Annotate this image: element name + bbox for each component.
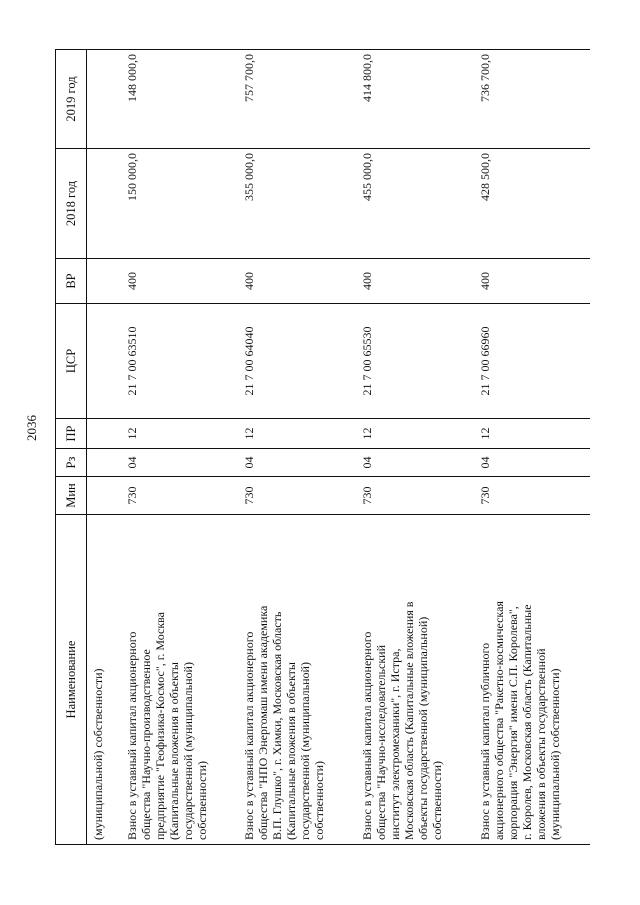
row-csr: 21 7 00 64040 (236, 304, 354, 419)
table-row (472, 50, 590, 845)
row-rz: 04 (472, 449, 590, 477)
header-rz: Рз (56, 449, 87, 477)
page-number-text: 2036 (24, 415, 39, 441)
row-rz: 04 (354, 449, 472, 477)
row-vr: 400 (236, 259, 354, 304)
header-2018: 2018 год (56, 149, 87, 259)
row-2018: 150 000,0 (119, 149, 237, 259)
row-rz: 04 (119, 449, 237, 477)
row-name: Взнос в уставный капитал публичного акционерного общества "Ракетно-космическая корпорация "Энергия" имени С.П. Королева", г. Королев, Московская область (Капитальные вложения в объекты государственной (муниципальной) собственности) (472, 515, 590, 845)
row-2019: 757 700,0 (236, 50, 354, 149)
header-pr: ПР (56, 419, 87, 449)
budget-table (55, 49, 590, 845)
row-min: 730 (354, 477, 472, 515)
row-name: Взнос в уставный капитал акционерного общества "Научно-производственное предприятие "Геофизика-Космос", г. Москва (Капитальные вложения в объекты государственной (муниципальной) собственности) (119, 515, 237, 845)
row-2019: 736 700,0 (472, 50, 590, 149)
row-min: 730 (236, 477, 354, 515)
row-csr: 21 7 00 63510 (119, 304, 237, 419)
row-name: Взнос в уставный капитал акционерного общества "Научно-исследовательский институт электромеханики", г. Истра, Московская область (Капитальные вложения в объекты государственной (муниципальной) собственности) (354, 515, 472, 845)
table-row (236, 50, 354, 845)
rotated-table-wrapper (55, 50, 590, 845)
table-row-continuation (87, 50, 119, 845)
row-2018: 455 000,0 (354, 149, 472, 259)
row-vr: 400 (119, 259, 237, 304)
row-2019: 414 800,0 (354, 50, 472, 149)
row-csr: 21 7 00 65530 (354, 304, 472, 419)
table-row (119, 50, 237, 845)
header-csr: ЦСР (56, 304, 87, 419)
row-vr: 400 (472, 259, 590, 304)
row-csr: 21 7 00 66960 (472, 304, 590, 419)
row-pr: 12 (119, 419, 237, 449)
header-vr: ВР (56, 259, 87, 304)
row-pr: 12 (236, 419, 354, 449)
row-vr: 400 (354, 259, 472, 304)
row-2019: 148 000,0 (119, 50, 237, 149)
row-2018: 355 000,0 (236, 149, 354, 259)
row-min: 730 (119, 477, 237, 515)
header-2019: 2019 год (56, 50, 87, 149)
row-pr: 12 (354, 419, 472, 449)
row-pr: 12 (472, 419, 590, 449)
continuation-text: (муниципальной) собственности) (87, 515, 119, 845)
table-header-row (56, 50, 87, 845)
table-row (354, 50, 472, 845)
row-rz: 04 (236, 449, 354, 477)
row-2018: 428 500,0 (472, 149, 590, 259)
header-min: Мин (56, 477, 87, 515)
row-name: Взнос в уставный капитал акционерного общества "НПО Энергомаш имени академика В.П. Глушко", г. Химки, Московская область (Капитальные вложения в объекты государственной (муниципальной) собственности) (236, 515, 354, 845)
row-min: 730 (472, 477, 590, 515)
header-name: Наименование (56, 515, 87, 845)
